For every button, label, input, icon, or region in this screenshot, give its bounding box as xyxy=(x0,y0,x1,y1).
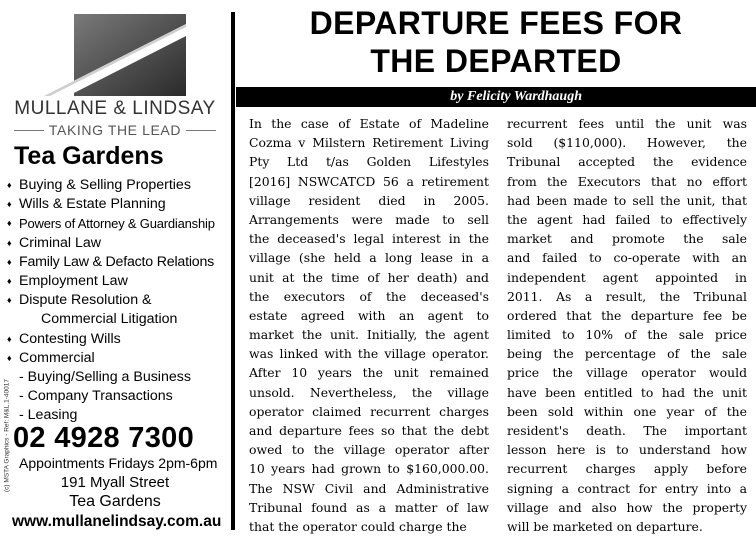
article-text-line: Pty Ltd t/as Golden Lifestyles xyxy=(249,154,489,170)
firm-name: MULLANE & LINDSAY xyxy=(14,98,216,119)
article-text-line: sold ($110,000). However, the xyxy=(507,135,747,151)
service-item: ♦ Dispute Resolution & xyxy=(7,291,230,310)
street-address: 191 Myall Street xyxy=(60,474,170,491)
article-text-line: estate agreed with an agent to xyxy=(249,307,489,323)
article-column-1 xyxy=(249,114,489,536)
service-item-continued: Commercial Litigation xyxy=(41,311,178,328)
article-text-line: 2011. As a result, the Tribunal xyxy=(507,288,747,304)
law-firm-advertisement xyxy=(0,0,230,544)
article-text-line: that the operator could charge the xyxy=(249,518,467,534)
article-text-line: recurrent charges apply before xyxy=(507,461,747,477)
tagline-rule-left xyxy=(14,130,44,131)
services-list xyxy=(7,176,230,426)
article-text-line: the agent had failed to effectively xyxy=(507,211,747,227)
article-text-line: independent agent appointed in xyxy=(507,269,747,285)
article-text-line: will be marketed on departure. xyxy=(507,518,703,534)
article-text-line: owed to the village operator after xyxy=(249,442,489,458)
tagline-rule-right xyxy=(186,130,216,131)
byline: by Felicity Wardhaugh xyxy=(450,89,582,104)
article-text-line: and failed to co-operate with an xyxy=(507,250,747,266)
article-text-line: operator claimed recurrent charges xyxy=(249,403,489,419)
column-divider xyxy=(231,12,235,530)
website-link: www.mullanelindsay.com.au xyxy=(12,513,222,530)
article-text-line: signing a contract for entry into a xyxy=(507,480,747,496)
service-item: ♦ Commercial xyxy=(7,349,230,368)
article-text-line: lesson here is to understand how xyxy=(507,442,747,458)
article-text-line: [2016] NSWCATCD 56 a retirement xyxy=(249,173,489,189)
article-text-line: unsold. Nevertheless, the village xyxy=(249,384,489,400)
article-text-line: The NSW Civil and Administrative xyxy=(249,480,489,496)
copyright-note: (c) MSTA Graphics - Ref: M&L.1-40017 xyxy=(3,379,11,492)
article-text-line: village (she held a long lease in a xyxy=(249,250,489,266)
article-text-line: limited to 10% of the sale price xyxy=(507,327,747,343)
service-item: ♦ Family Law & Defacto Relations xyxy=(7,253,230,272)
article-text-line: Tribunal found as a matter of law xyxy=(249,499,489,515)
service-item: ♦ Employment Law xyxy=(7,272,230,291)
article-text-line: had been made to sell the unit, that xyxy=(507,192,747,208)
address-town: Tea Gardens xyxy=(69,493,161,510)
article-headline xyxy=(236,4,756,80)
article-text-line: the deceased's legal interest in the xyxy=(249,231,489,247)
service-item: ♦ Wills & Estate Planning xyxy=(7,195,230,214)
article-text-line: was linked with the village operator. xyxy=(249,346,489,362)
article-text-line: Tribunal accepted the evidence xyxy=(507,154,747,170)
article-text-line: market and promote the sale xyxy=(507,231,747,247)
service-item: ♦ Contesting Wills xyxy=(7,330,230,349)
mullane-lindsay-logo-icon xyxy=(44,14,186,96)
office-town: Tea Gardens xyxy=(14,142,164,170)
service-subitem: - Buying/Selling a Business xyxy=(19,369,191,386)
article-text-line: village and also how the property xyxy=(507,499,747,515)
article-text-line: Arrangements were made to sell xyxy=(249,211,489,227)
phone-number: 02 4928 7300 xyxy=(13,422,194,454)
article-text-line: After 10 years the unit remained xyxy=(249,365,489,381)
service-subitem: - Company Transactions xyxy=(19,388,173,405)
headline-line: THE DEPARTED xyxy=(370,43,622,79)
article-text-line: village resident died in 2005. xyxy=(249,192,489,208)
article-text-line: the executors of the deceased's xyxy=(249,288,489,304)
tagline-row xyxy=(14,121,216,139)
article-text-line: 10 years had grown to $160,000.00. xyxy=(249,461,489,477)
service-item: ♦ Buying & Selling Properties xyxy=(7,176,230,195)
headline-line: DEPARTURE FEES FOR xyxy=(309,5,683,41)
article-text-line: ordered that the departure fee be xyxy=(507,307,747,323)
article-text-line: In the case of Estate of Madeline xyxy=(249,116,489,131)
article-text-line: from the Executors that no effort xyxy=(507,173,747,189)
article-text-line: been sold within one year of the xyxy=(507,403,747,419)
appointment-hours: Appointments Fridays 2pm-6pm xyxy=(19,455,218,471)
tagline: TAKING THE LEAD xyxy=(48,122,182,138)
service-subitem: - Leasing xyxy=(19,407,78,424)
article-text-line: and departure fees so that the debt xyxy=(249,423,489,438)
article-text-line: unit at the time of her death) and xyxy=(249,269,489,285)
article-text-line: being the percentage of the sale xyxy=(507,346,747,362)
article-text-line: price the village operator would xyxy=(507,365,747,381)
article-text-line: Cozma v Milstern Retirement Living xyxy=(249,135,489,151)
article-column-2 xyxy=(507,114,747,536)
service-item: ♦ Criminal Law xyxy=(7,234,230,253)
article-text-line: recurrent fees until the unit was xyxy=(507,116,747,131)
byline-bar xyxy=(236,87,756,107)
article-text-line: market the unit. Initially, the agent xyxy=(249,327,489,343)
article-text-line: resident's death. The important xyxy=(507,423,747,438)
article-text-line: have been entitled to had the unit xyxy=(507,384,747,400)
service-item: ♦ Powers of Attorney & Guardianship xyxy=(7,214,230,233)
